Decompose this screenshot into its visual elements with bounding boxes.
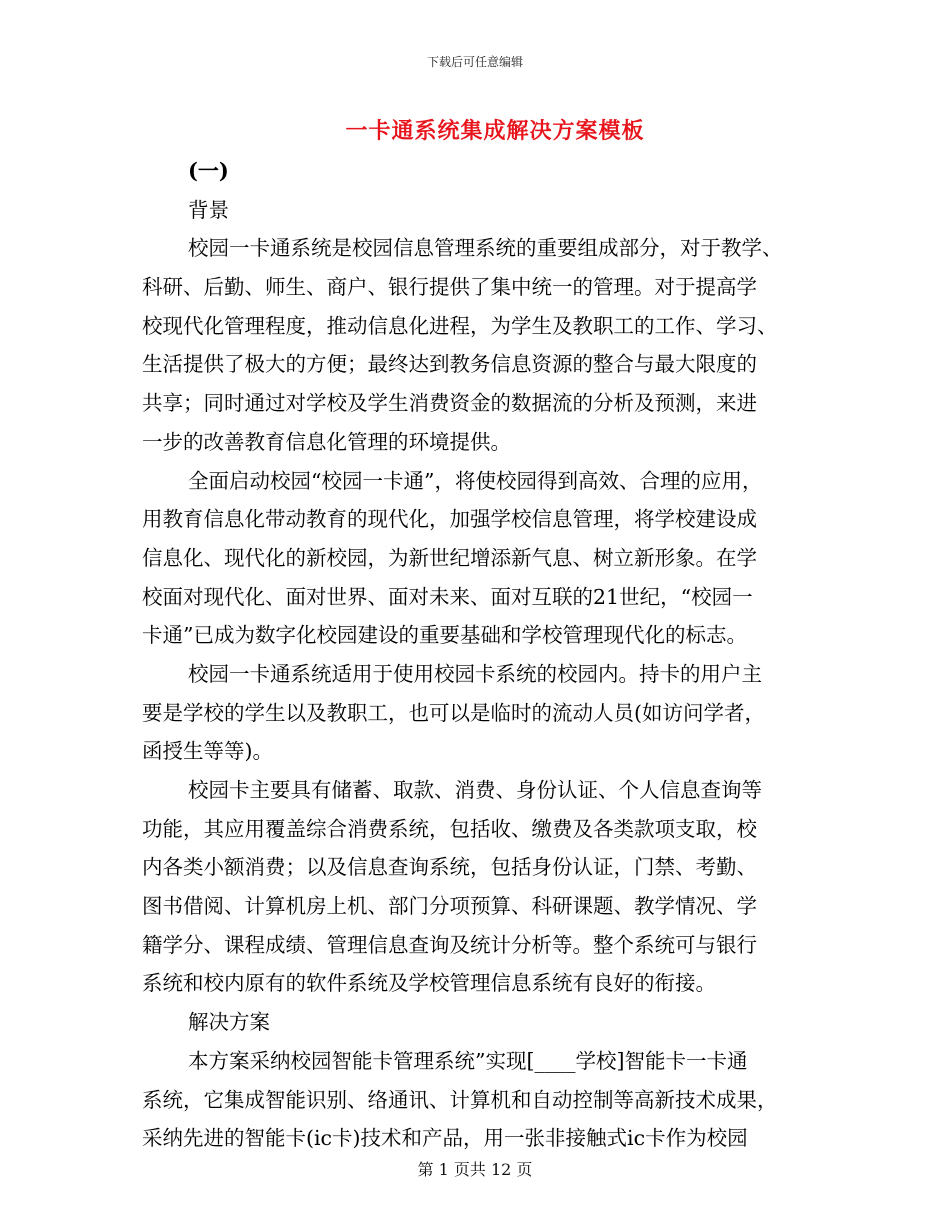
text-line: 籍学分、课程成绩、管理信息查询及统计分析等。整个系统可与银行 [142, 932, 757, 957]
document-title: 一卡通系统集成解决方案模板 [345, 118, 645, 144]
text-line: 校园卡主要具有储蓄、取款、消费、身份认证、个人信息查询等 [188, 778, 762, 802]
body-lines [142, 191, 808, 1158]
header-note: 下载后可任意编辑 [426, 55, 523, 69]
page-footer: 第 1 页共 12 页 [417, 1160, 533, 1179]
text-line: 函授生等等)。 [142, 739, 273, 764]
text-line: 本方案采纳校园智能卡管理系统”实现[____学校]智能卡一卡通 [188, 1048, 748, 1073]
text-line: 功能，其应用覆盖综合消费系统，包括收、缴费及各类款项支取，校 [142, 816, 757, 841]
text-line: 图书借阅、计算机房上机、部门分项预算、科研课题、教学情况、学 [142, 894, 757, 919]
text-line: 解决方案 [188, 1010, 270, 1035]
text-line: 一步的改善教育信息化管理的环境提供。 [142, 429, 511, 454]
document-body [142, 152, 808, 1158]
text-line: 采纳先进的智能卡(ic卡)技术和产品，用一张非接触式ic卡作为校园 [142, 1126, 748, 1151]
text-line: 校园一卡通系统适用于使用校园卡系统的校园内。持卡的用户主 [188, 661, 762, 686]
text-line: 全面启动校园“校园一卡通”，将使校园得到高效、合理的应用， [188, 468, 763, 493]
text-line: 系统和校内原有的软件系统及学校管理信息系统有良好的衔接。 [142, 971, 716, 996]
text-line: 用教育信息化带动教育的现代化，加强学校信息管理，将学校建设成 [142, 507, 757, 532]
text-line: 生活提供了极大的方便；最终达到教务信息资源的整合与最大限度的 [142, 352, 757, 377]
text-line: 共享；同时通过对学校及学生消费资金的数据流的分析及预测，来进 [142, 391, 757, 416]
text-line: 科研、后勤、师生、商户、银行提供了集中统一的管理。对于提高学 [142, 275, 757, 300]
section-number: (一) [188, 158, 229, 183]
text-line: 校面对现代化、面对世界、面对未来、面对互联的21世纪，“校园一 [142, 584, 753, 609]
text-line: 校园一卡通系统是校园信息管理系统的重要组成部分，对于教学、 [188, 236, 783, 261]
text-line: 信息化、现代化的新校园，为新世纪增添新气息、树立新形象。在学 [142, 545, 757, 570]
text-line: 校现代化管理程度，推动信息化进程，为学生及教职工的工作、学习、 [142, 313, 778, 338]
text-line: 背景 [188, 197, 229, 222]
text-line: 内各类小额消费；以及信息查询系统，包括身份认证，门禁、考勤、 [142, 855, 757, 880]
text-line: 卡通”已成为数字化校园建设的重要基础和学校管理现代化的标志。 [142, 623, 747, 648]
text-line: 要是学校的学生以及教职工，也可以是临时的流动人员(如访问学者， [142, 700, 765, 725]
text-line: 系统，它集成智能识别、络通讯、计算机和自动控制等高新技术成果， [142, 1087, 778, 1112]
